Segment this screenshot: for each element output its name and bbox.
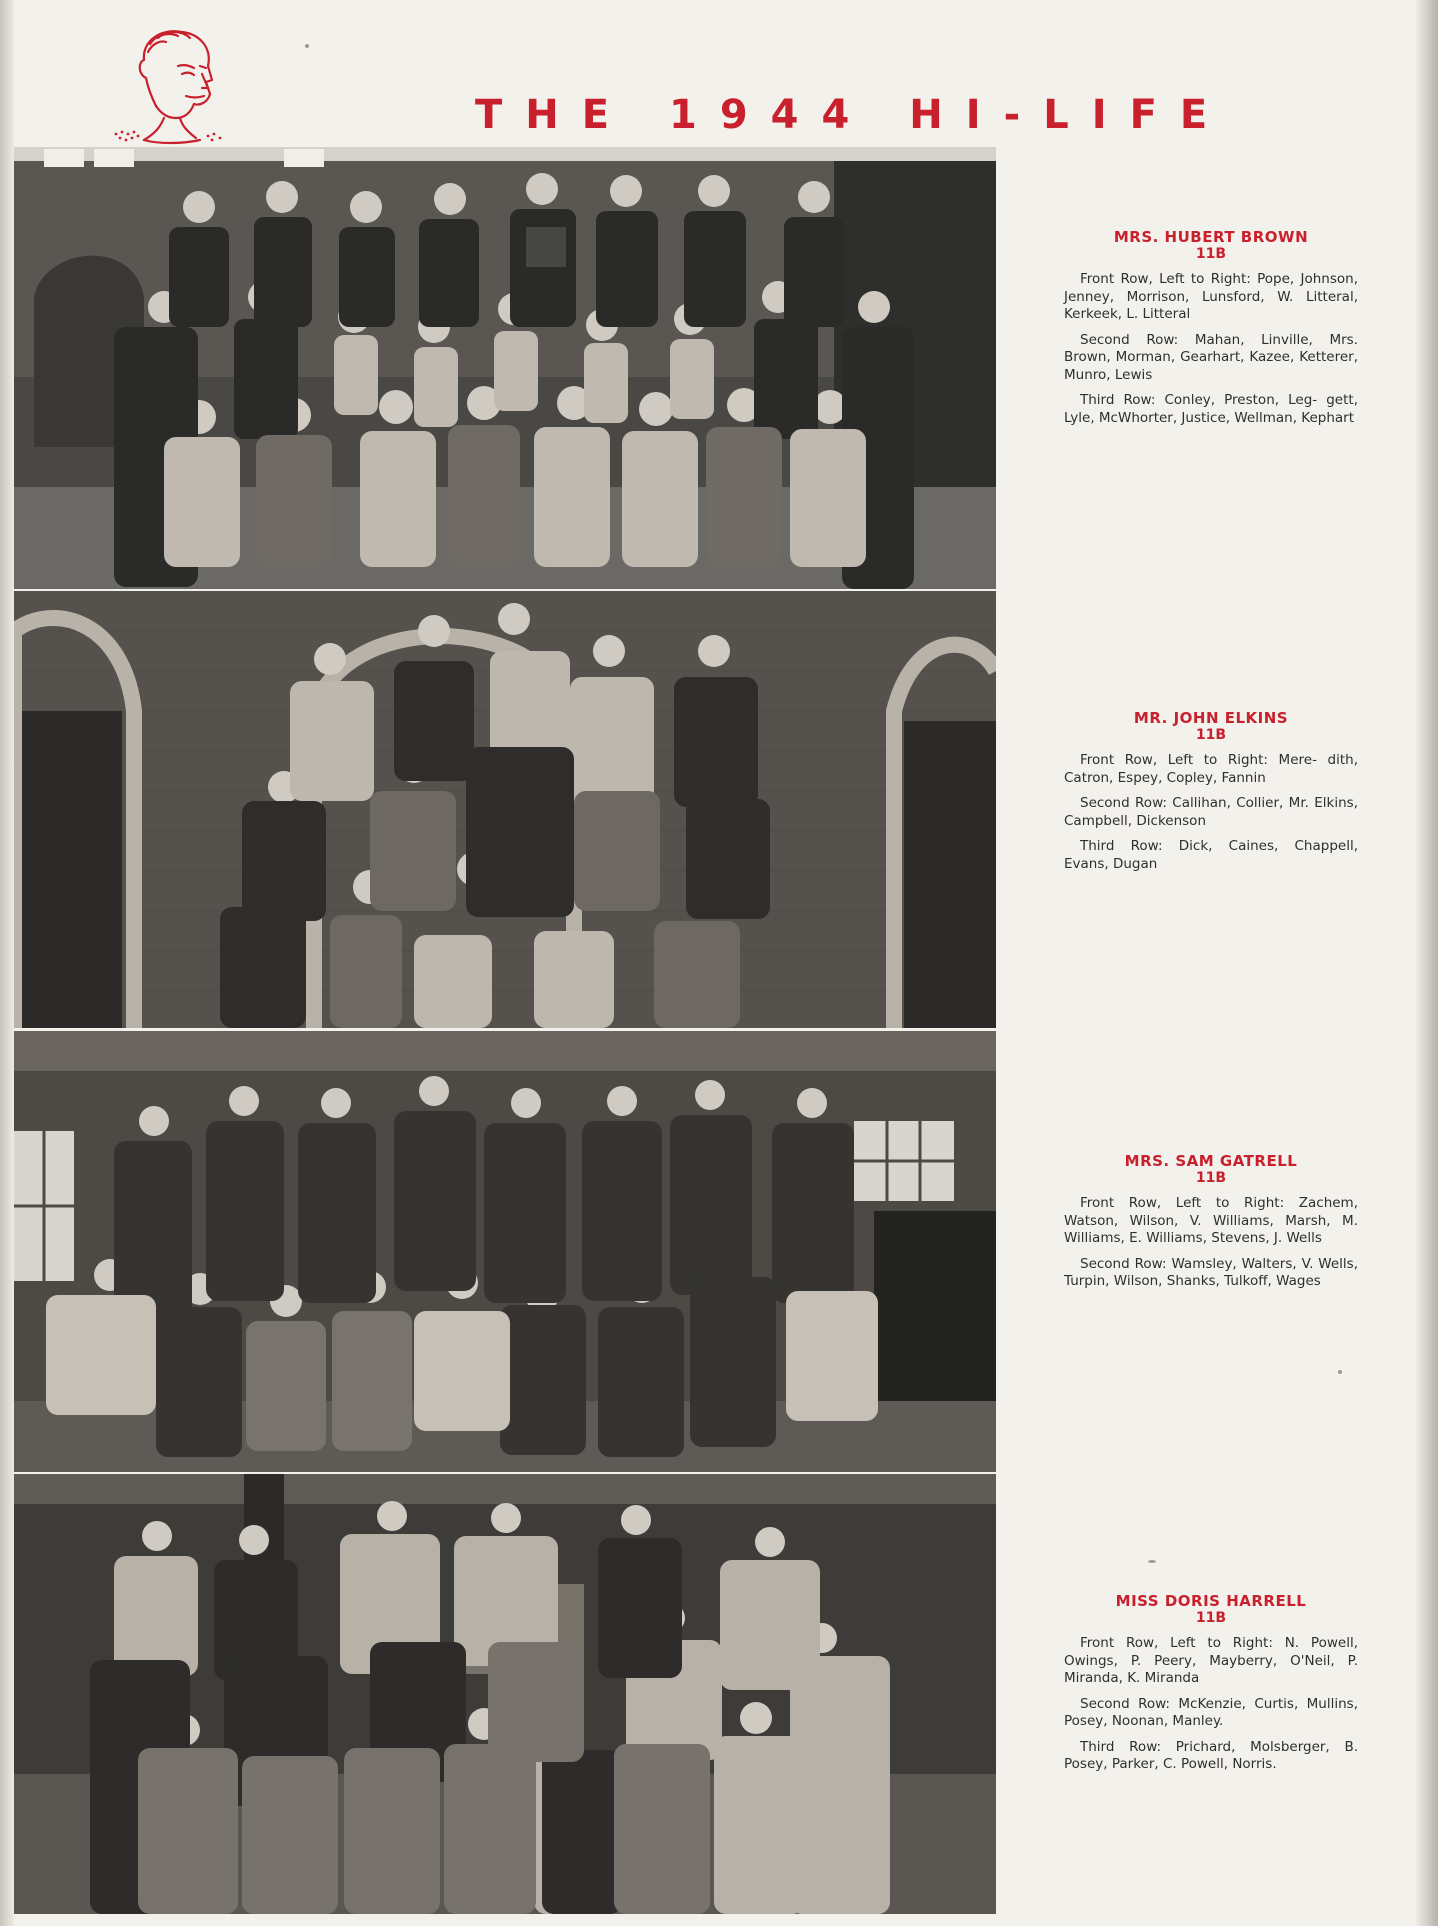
teacher-name: MRS. SAM GATRELL: [1124, 1152, 1298, 1170]
row-list: Front Row, Left to Right: Zachem, Watson, Wilson, V. Williams, Marsh, M. Williams, E. Williams, Stevens, J. Wells: [1064, 1195, 1358, 1246]
row-list: Second Row: Wamsley, Walters, V. Wells, Turpin, Wilson, Shanks, Tulkoff, Wages: [1064, 1255, 1358, 1289]
class-label: 11B: [1195, 1170, 1227, 1186]
row-list: Front Row, Left to Right: Mere- dith, Catron, Espey, Copley, Fannin: [1064, 752, 1358, 786]
paper-speck: [1338, 1370, 1342, 1374]
caption-elkins: [1064, 709, 1358, 881]
caption-gatrell: [1064, 1152, 1358, 1299]
mascot-head-icon: [104, 22, 236, 150]
page-binding-edge: [0, 0, 14, 1926]
class-label: 11B: [1195, 246, 1227, 262]
teacher-name: MRS. HUBERT BROWN: [1113, 228, 1309, 246]
class-label: 11B: [1195, 727, 1227, 743]
row-list: Third Row: Conley, Preston, Leg- gett, Lyle, McWhorter, Justice, Wellman, Kephart: [1064, 392, 1358, 426]
class-label: 11B: [1195, 1610, 1227, 1626]
teacher-name: MISS DORIS HARRELL: [1115, 1592, 1307, 1610]
row-list: Third Row: Prichard, Molsberger, B. Posey, Parker, C. Powell, Norris.: [1064, 1738, 1358, 1772]
class-photo-elkins: [14, 591, 996, 1028]
caption-harrell: [1064, 1592, 1358, 1782]
row-list: Second Row: Mahan, Linville, Mrs. Brown, Morman, Gearhart, Kazee, Ketterer, Munro, Lewis: [1064, 331, 1358, 383]
page-right-edge: [1416, 0, 1438, 1926]
class-photo-gatrell: [14, 1031, 996, 1472]
teacher-name: MR. JOHN ELKINS: [1133, 709, 1289, 727]
class-photo-harrell: [14, 1474, 996, 1914]
row-list: Second Row: McKenzie, Curtis, Mullins, Posey, Noonan, Manley.: [1064, 1695, 1358, 1729]
paper-speck: [305, 44, 309, 48]
row-list: Front Row, Left to Right: Pope, Johnson, Jenney, Morrison, Lunsford, W. Litteral, Kerkeek, L. Litteral: [1064, 271, 1358, 322]
row-list: Front Row, Left to Right: N. Powell, Owings, P. Peery, Mayberry, O'Neil, P. Miranda, K. Miranda: [1064, 1635, 1358, 1686]
yearbook-title: THE 1944 HI-LIFE: [475, 92, 1231, 138]
caption-brown: [1064, 228, 1358, 435]
paper-speck: [1148, 1560, 1156, 1563]
class-photo-brown: [14, 147, 996, 589]
row-list: Third Row: Dick, Caines, Chappell, Evans, Dugan: [1064, 838, 1358, 872]
row-list: Second Row: Callihan, Collier, Mr. Elkins, Campbell, Dickenson: [1064, 795, 1358, 829]
